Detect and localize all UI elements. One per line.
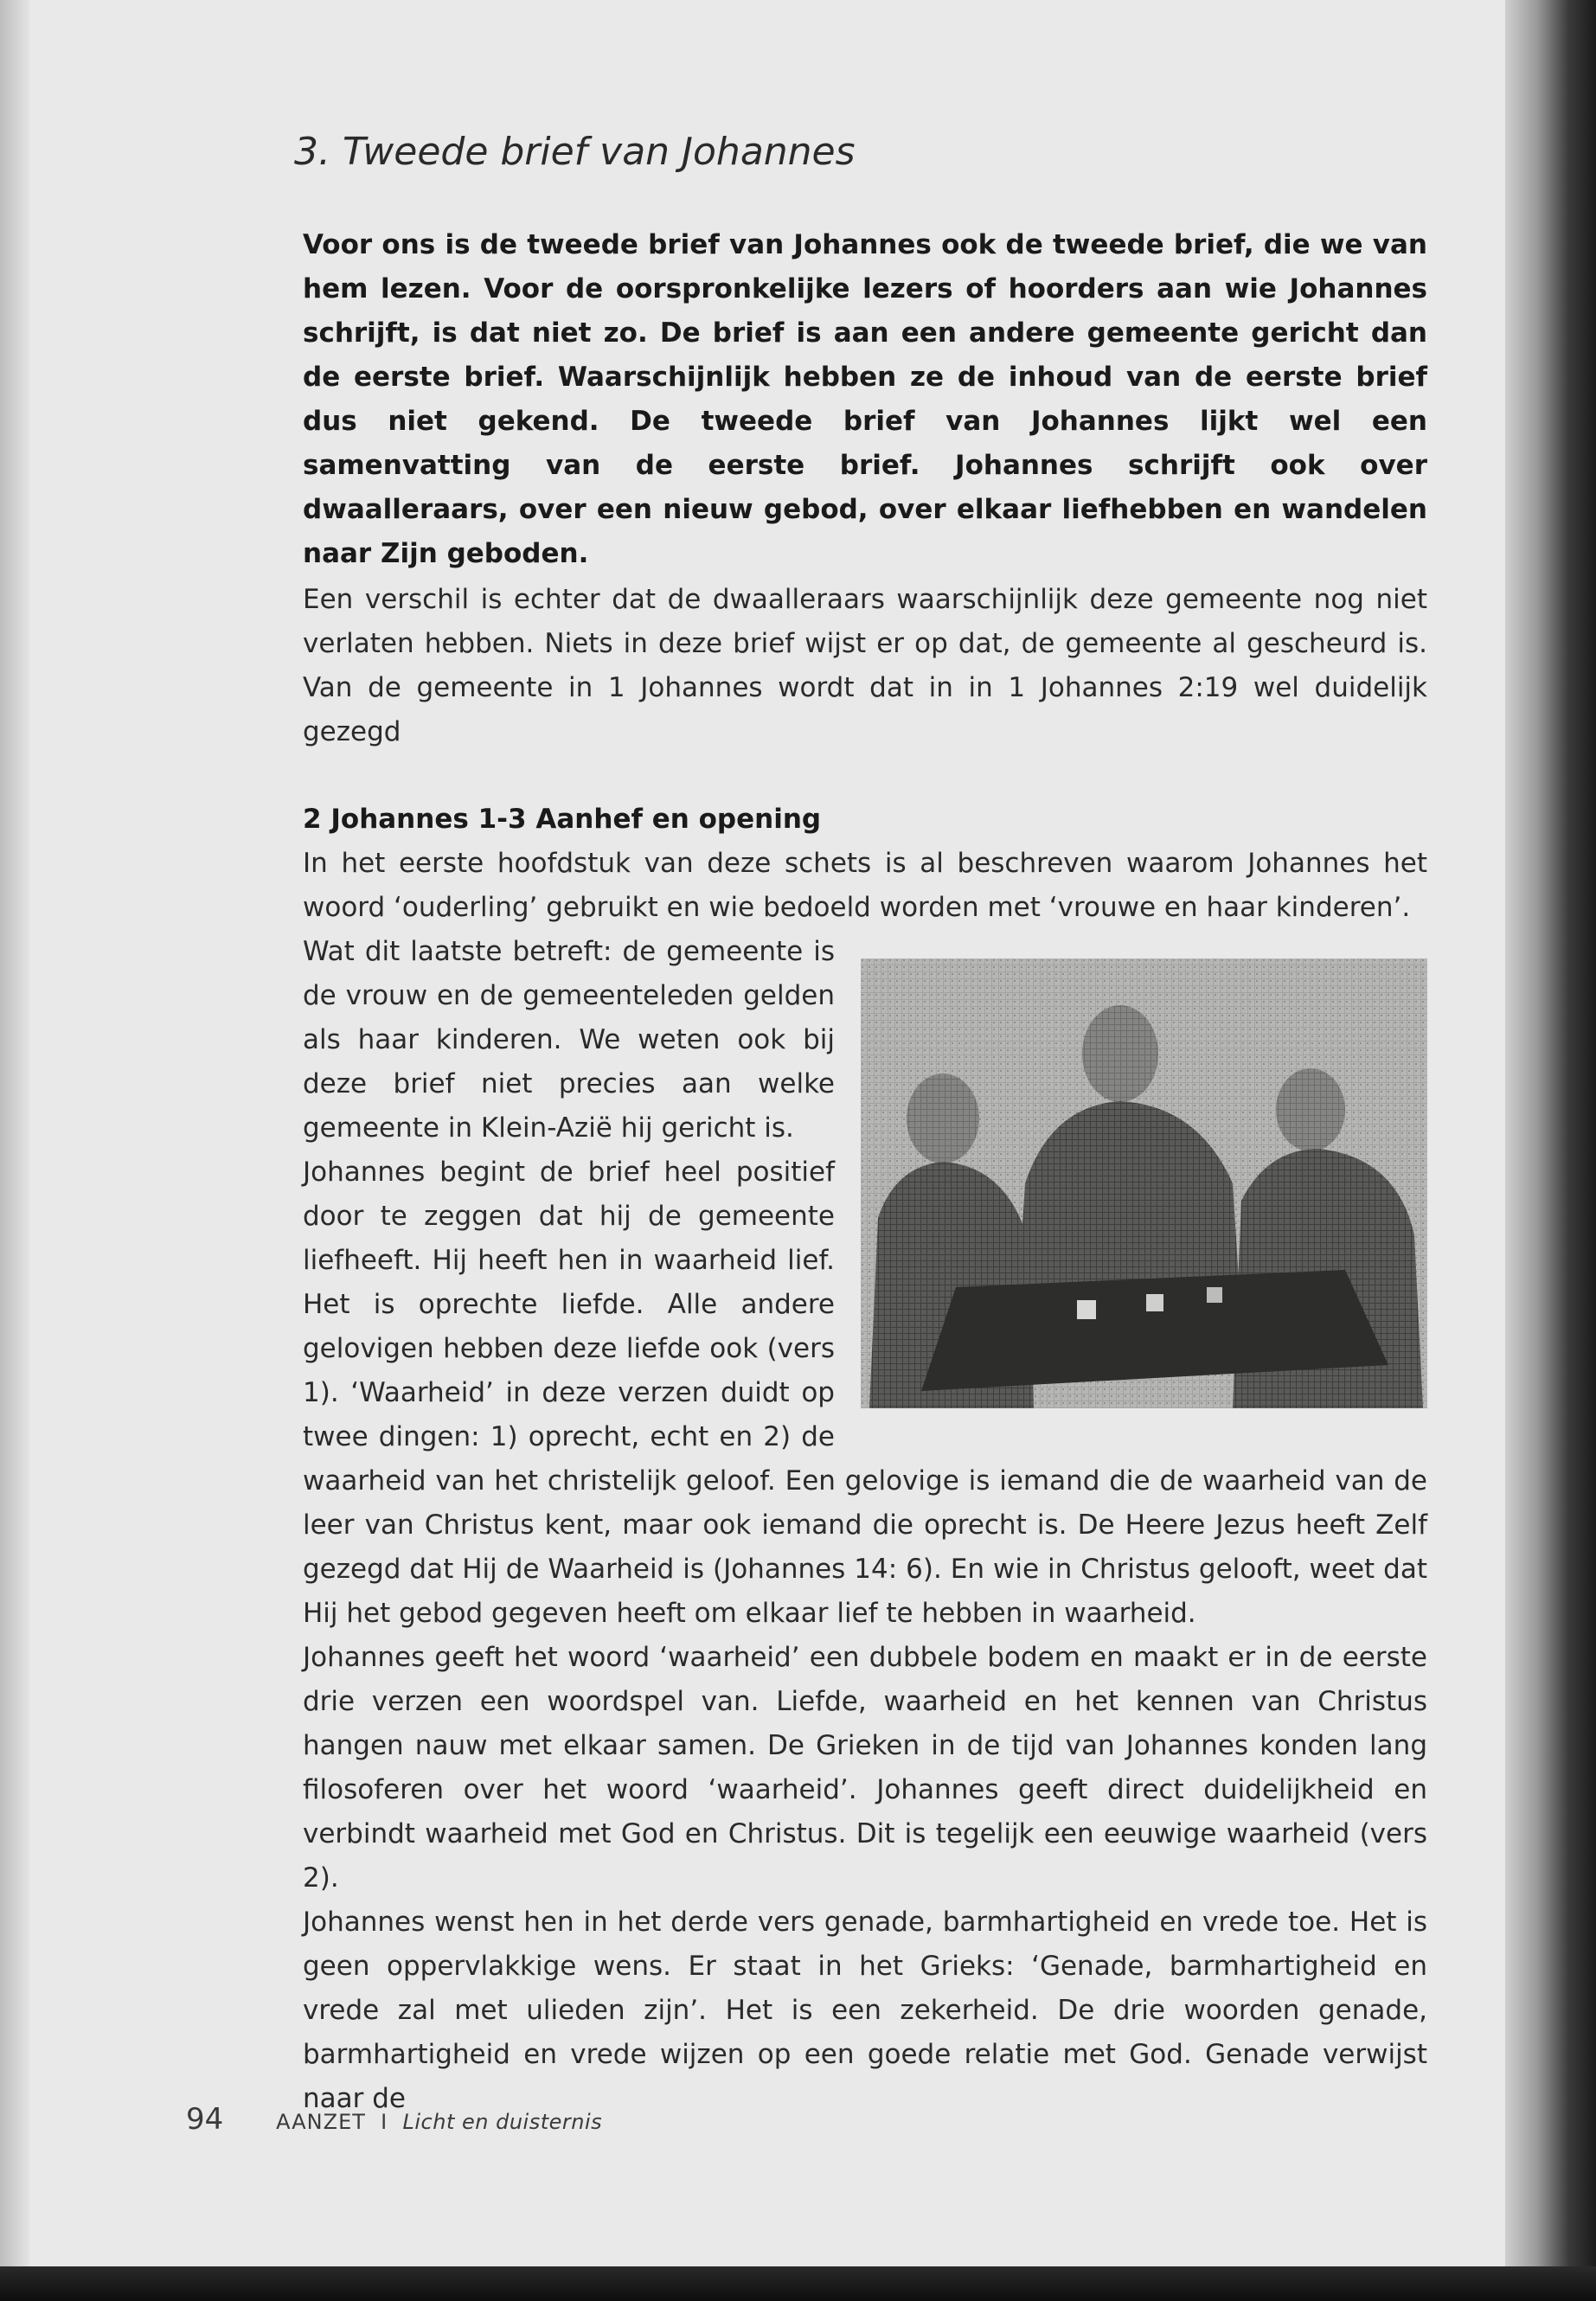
- body-paragraph-2: In het eerste hoofdstuk van deze schets is al beschreven waarom Johannes het woord ‘ouderling’ gebruikt en wie bedoeld worden met ‘vrouwe en haar kinderen’.: [303, 848, 1427, 923]
- page-edge-shadow: [1505, 0, 1596, 2301]
- die: [1077, 1300, 1096, 1319]
- running-footer: [276, 2110, 602, 2134]
- scan-bottom-edge: [0, 2266, 1596, 2301]
- body-paragraph-3: Wat dit laatste betreft: de gemeente is de vrouw en de gemeenteleden gelden als haar kinderen. We weten ook bij deze brief niet precies aan welke gemeente in Klein-Azië hij gericht is.: [303, 936, 835, 1144]
- chapter-title: 3. Tweede brief van Johannes: [294, 130, 856, 174]
- section-heading: 2 Johannes 1-3 Aanhef en opening: [303, 804, 822, 835]
- die: [1146, 1294, 1163, 1311]
- book-title: Licht en duisternis: [402, 2110, 603, 2134]
- series-name: AANZET: [276, 2110, 366, 2134]
- page-footer: [186, 2102, 602, 2137]
- body-paragraph-6: Johannes wenst hen in het derde vers genade, barmhartigheid en vrede toe. Het is geen oppervlakkige wens. Er staat in het Grieks: ‘Genade, barmhartigheid en vrede zal met ulieden zijn’. Het is een zekerheid. De drie woorden genade, barmhartigheid en vrede wijzen op een goede relatie met God. Genade verwijst naar de: [303, 1907, 1427, 2114]
- die: [1207, 1287, 1222, 1303]
- footer-separator: I: [381, 2110, 388, 2134]
- mosaic-figure: [861, 958, 1427, 1408]
- left-figure-head: [907, 1074, 979, 1163]
- page-gutter-shadow: [0, 0, 29, 2266]
- center-figure-head: [1082, 1005, 1158, 1102]
- mosaic-image: [861, 958, 1427, 1408]
- body-paragraph-4: Johannes begint de brief heel positief door te zeggen dat hij de gemeente liefheeft. Hij heeft hen in waarheid lief. Het is oprechte liefde. Alle andere gelovigen hebben deze liefde ook (vers 1). ‘Waarheid’ in deze verzen duidt op twee dingen: 1) oprecht, echt en 2) de waarheid van het christelijk geloof. Een gelovige is iemand die de waarheid van de leer van Christus kent, maar ook iemand die oprecht is. De Heere Jezus heeft Zelf gezegd dat Hij de Waarheid is (Johannes 14: 6). En wie in Christus gelooft, weet dat Hij het gebod gegeven heeft om elkaar lief te hebben in waarheid.: [303, 1157, 1427, 1629]
- body-paragraph-1: Een verschil is echter dat de dwaalleraars waarschijnlijk deze gemeente nog niet verlaten hebben. Niets in deze brief wijst er op dat, de gemeente al gescheurd is. Van de gemeente in 1 Johannes wordt dat in in 1 Johannes 2:19 wel duidelijk gezegd: [303, 584, 1427, 747]
- text-with-figure: [303, 930, 1427, 2121]
- body-paragraph-5: Johannes geeft het woord ‘waarheid’ een dubbele bodem en maakt er in de eerste drie verzen een woordspel van. Liefde, waarheid en het kennen van Christus hangen nauw met elkaar samen. De Grieken in de tijd van Johannes konden lang filosoferen over het woord ‘waarheid’. Johannes geeft direct duidelijkheid en verbindt waarheid met God en Christus. Dit is tegelijk een eeuwige waarheid (vers 2).: [303, 1642, 1427, 1894]
- right-figure-head: [1276, 1068, 1345, 1151]
- intro-paragraph: Voor ons is de tweede brief van Johannes ook de tweede brief, die we van hem lezen. Voor de oorspronkelijke lezers of hoorders aan wie Johannes schrijft, is dat niet zo. De brief is aan een andere gemeente gericht dan de eerste brief. Waarschijnlijk hebben ze de inhoud van de eerste brief dus niet gekend. De tweede brief van Johannes lijkt wel een samenvatting van de eerste brief. Johannes schrijft ook over dwaalleraars, over een nieuw gebod, over elkaar liefhebben en wandelen naar Zijn geboden.: [303, 229, 1427, 569]
- page-number: 94: [186, 2102, 224, 2137]
